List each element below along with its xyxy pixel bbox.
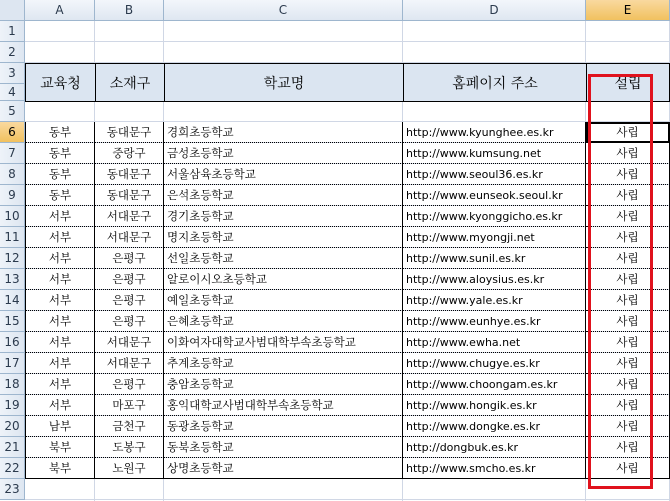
school-name-cell[interactable]: 추계초등학교 bbox=[164, 353, 403, 374]
row-header-15[interactable]: 15 bbox=[0, 311, 25, 332]
establishment-cell[interactable]: 사립 bbox=[586, 248, 670, 269]
row-header-5[interactable]: 5 bbox=[0, 101, 25, 122]
homepage-url-cell[interactable]: http://www.smcho.es.kr bbox=[403, 458, 586, 479]
establishment-cell[interactable]: 사립 bbox=[586, 395, 670, 416]
row-header-6[interactable]: 6 bbox=[0, 122, 25, 143]
homepage-url-cell[interactable]: http://www.kyonggicho.es.kr bbox=[403, 206, 586, 227]
school-name-cell[interactable]: 동광초등학교 bbox=[164, 416, 403, 437]
row-header-16[interactable]: 16 bbox=[0, 332, 25, 353]
select-all-corner[interactable] bbox=[0, 0, 25, 21]
establishment-cell[interactable]: 사립 bbox=[586, 185, 670, 206]
district-office-cell[interactable]: 서부 bbox=[25, 248, 95, 269]
school-name-cell[interactable]: 예일초등학교 bbox=[164, 290, 403, 311]
district-cell[interactable]: 마포구 bbox=[95, 395, 164, 416]
row-header-7[interactable]: 7 bbox=[0, 143, 25, 164]
district-office-cell[interactable]: 서부 bbox=[25, 269, 95, 290]
district-office-cell[interactable]: 서부 bbox=[25, 332, 95, 353]
row-header-19[interactable]: 19 bbox=[0, 395, 25, 416]
establishment-cell[interactable]: 사립 bbox=[586, 311, 670, 332]
homepage-url-cell[interactable]: http://www.kyunghee.es.kr bbox=[403, 122, 586, 143]
establishment-cell[interactable]: 사립 bbox=[586, 374, 670, 395]
establishment-cell[interactable]: 사립 bbox=[586, 458, 670, 479]
homepage-url-cell[interactable]: http://www.yale.es.kr bbox=[403, 290, 586, 311]
row-header-22[interactable]: 22 bbox=[0, 458, 25, 479]
district-office-cell[interactable]: 서부 bbox=[25, 395, 95, 416]
row-header-2[interactable]: 2 bbox=[0, 42, 25, 63]
district-office-cell[interactable]: 서부 bbox=[25, 290, 95, 311]
district-cell[interactable]: 은평구 bbox=[95, 248, 164, 269]
row-header-14[interactable]: 14 bbox=[0, 290, 25, 311]
table-header-cell[interactable]: 설립 bbox=[586, 63, 670, 102]
district-office-cell[interactable]: 동부 bbox=[25, 164, 95, 185]
district-office-cell[interactable]: 서부 bbox=[25, 206, 95, 227]
homepage-url-cell[interactable]: http://www.choongam.es.kr bbox=[403, 374, 586, 395]
school-name-cell[interactable]: 상명초등학교 bbox=[164, 458, 403, 479]
district-office-cell[interactable]: 동부 bbox=[25, 143, 95, 164]
row-header-11[interactable]: 11 bbox=[0, 227, 25, 248]
district-office-cell[interactable]: 북부 bbox=[25, 458, 95, 479]
column-header-c[interactable]: C bbox=[164, 0, 403, 21]
district-cell[interactable]: 중랑구 bbox=[95, 143, 164, 164]
district-office-cell[interactable]: 남부 bbox=[25, 416, 95, 437]
school-name-cell[interactable]: 서울삼육초등학교 bbox=[164, 164, 403, 185]
establishment-cell[interactable]: 사립 bbox=[586, 332, 670, 353]
establishment-cell[interactable]: 사립 bbox=[586, 416, 670, 437]
school-name-cell[interactable]: 경희초등학교 bbox=[164, 122, 403, 143]
school-name-cell[interactable]: 은혜초등학교 bbox=[164, 311, 403, 332]
row-header-23[interactable]: 23 bbox=[0, 479, 25, 500]
homepage-url-cell[interactable]: http://www.aloysius.es.kr bbox=[403, 269, 586, 290]
establishment-cell[interactable]: 사립 bbox=[586, 227, 670, 248]
homepage-url-cell[interactable]: http://www.kumsung.net bbox=[403, 143, 586, 164]
row-header-21[interactable]: 21 bbox=[0, 437, 25, 458]
table-header-cell[interactable]: 교육청 bbox=[25, 63, 96, 102]
district-cell[interactable]: 서대문구 bbox=[95, 332, 164, 353]
row-header-1[interactable]: 1 bbox=[0, 21, 25, 42]
establishment-cell[interactable]: 사립 bbox=[586, 143, 670, 164]
district-office-cell[interactable]: 서부 bbox=[25, 374, 95, 395]
homepage-url-cell[interactable]: http://www.chugye.es.kr bbox=[403, 353, 586, 374]
row-header-12[interactable]: 12 bbox=[0, 248, 25, 269]
district-cell[interactable]: 노원구 bbox=[95, 458, 164, 479]
district-office-cell[interactable]: 동부 bbox=[25, 185, 95, 206]
homepage-url-cell[interactable]: http://www.dongke.es.kr bbox=[403, 416, 586, 437]
row-header-17[interactable]: 17 bbox=[0, 353, 25, 374]
school-name-cell[interactable]: 경기초등학교 bbox=[164, 206, 403, 227]
district-cell[interactable]: 서대문구 bbox=[95, 353, 164, 374]
row-header-20[interactable]: 20 bbox=[0, 416, 25, 437]
table-header-cell[interactable]: 홈페이지 주소 bbox=[403, 63, 587, 102]
establishment-cell[interactable]: 사립 bbox=[586, 122, 670, 143]
column-header-a[interactable]: A bbox=[25, 0, 95, 21]
homepage-url-cell[interactable]: http://www.eunseok.seoul.kr bbox=[403, 185, 586, 206]
homepage-url-cell[interactable]: http://www.sunil.es.kr bbox=[403, 248, 586, 269]
district-cell[interactable]: 은평구 bbox=[95, 290, 164, 311]
column-header-e[interactable]: E bbox=[586, 0, 670, 21]
district-cell[interactable]: 동대문구 bbox=[95, 122, 164, 143]
row-header-13[interactable]: 13 bbox=[0, 269, 25, 290]
column-header-d[interactable]: D bbox=[403, 0, 586, 21]
establishment-cell[interactable]: 사립 bbox=[586, 353, 670, 374]
column-header-b[interactable]: B bbox=[95, 0, 164, 21]
establishment-cell[interactable]: 사립 bbox=[586, 269, 670, 290]
district-office-cell[interactable]: 북부 bbox=[25, 437, 95, 458]
district-cell[interactable]: 서대문구 bbox=[95, 227, 164, 248]
establishment-cell[interactable]: 사립 bbox=[586, 164, 670, 185]
school-name-cell[interactable]: 선일초등학교 bbox=[164, 248, 403, 269]
homepage-url-cell[interactable]: http://www.myongji.net bbox=[403, 227, 586, 248]
district-office-cell[interactable]: 서부 bbox=[25, 311, 95, 332]
school-name-cell[interactable]: 알로이시오초등학교 bbox=[164, 269, 403, 290]
district-cell[interactable]: 금천구 bbox=[95, 416, 164, 437]
district-cell[interactable]: 도봉구 bbox=[95, 437, 164, 458]
table-header-cell[interactable]: 소재구 bbox=[95, 63, 165, 102]
school-name-cell[interactable]: 홍익대학교사범대학부속초등학교 bbox=[164, 395, 403, 416]
establishment-cell[interactable]: 사립 bbox=[586, 437, 670, 458]
homepage-url-cell[interactable]: http://www.eunhye.es.kr bbox=[403, 311, 586, 332]
school-name-cell[interactable]: 금성초등학교 bbox=[164, 143, 403, 164]
row-header-10[interactable]: 10 bbox=[0, 206, 25, 227]
district-cell[interactable]: 동대문구 bbox=[95, 185, 164, 206]
row-header-18[interactable]: 18 bbox=[0, 374, 25, 395]
school-name-cell[interactable]: 명지초등학교 bbox=[164, 227, 403, 248]
homepage-url-cell[interactable]: http://www.seoul36.es.kr bbox=[403, 164, 586, 185]
district-office-cell[interactable]: 서부 bbox=[25, 227, 95, 248]
row-header-3[interactable]: 3 bbox=[0, 63, 25, 84]
district-cell[interactable]: 서대문구 bbox=[95, 206, 164, 227]
homepage-url-cell[interactable]: http://dongbuk.es.kr bbox=[403, 437, 586, 458]
homepage-url-cell[interactable]: http://www.ewha.net bbox=[403, 332, 586, 353]
school-name-cell[interactable]: 이화여자대학교사범대학부속초등학교 bbox=[164, 332, 403, 353]
establishment-cell[interactable]: 사립 bbox=[586, 290, 670, 311]
homepage-url-cell[interactable]: http://www.hongik.es.kr bbox=[403, 395, 586, 416]
district-cell[interactable]: 은평구 bbox=[95, 374, 164, 395]
district-cell[interactable]: 은평구 bbox=[95, 311, 164, 332]
district-office-cell[interactable]: 동부 bbox=[25, 122, 95, 143]
school-name-cell[interactable]: 은석초등학교 bbox=[164, 185, 403, 206]
district-cell[interactable]: 은평구 bbox=[95, 269, 164, 290]
school-name-cell[interactable]: 동북초등학교 bbox=[164, 437, 403, 458]
district-cell[interactable]: 동대문구 bbox=[95, 164, 164, 185]
table-header-cell[interactable]: 학교명 bbox=[164, 63, 404, 102]
establishment-cell[interactable]: 사립 bbox=[586, 206, 670, 227]
row-header-9[interactable]: 9 bbox=[0, 185, 25, 206]
school-name-cell[interactable]: 충암초등학교 bbox=[164, 374, 403, 395]
district-office-cell[interactable]: 서부 bbox=[25, 353, 95, 374]
row-header-4[interactable]: 4 bbox=[0, 84, 25, 101]
row-header-8[interactable]: 8 bbox=[0, 164, 25, 185]
